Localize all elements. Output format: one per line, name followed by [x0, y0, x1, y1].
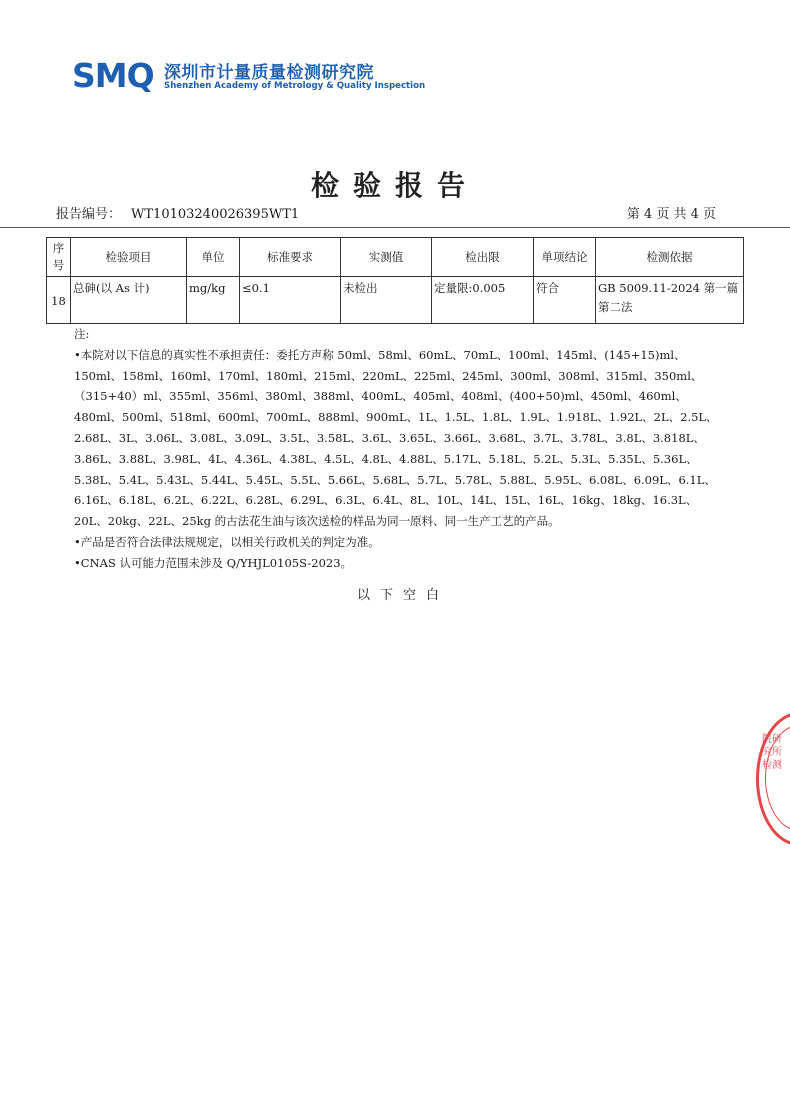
cell-method: GB 5009.11-2024 第一篇 第二法 [596, 277, 744, 324]
col-header-limit: 检出限 [432, 238, 534, 277]
notes-label: 注: [74, 327, 90, 341]
report-title: 检验报告 [310, 169, 479, 202]
official-seal [756, 712, 790, 846]
cell-limit: 定量限:0.005 [432, 277, 534, 324]
header-divider [0, 227, 790, 228]
note-disclaimer: •本院对以下信息的真实性不承担责任：委托方声称 50ml、58ml、60mL、70mL、100ml、145ml、(145+15)ml、150ml、158ml、160ml、170ml、180ml、215ml、220mL、225ml、245ml、300ml、308ml、315ml、350ml、（315+40）ml、355ml、356ml、380ml、388ml、400mL、405ml、408ml、(400+50)ml、450ml、460ml、480ml、500ml、518ml、600ml、700mL、888ml、900mL、1L、1.5L、1.8L、1.9L、1.918L、1.92L、2L、2.5L、2.68L、3L、3.06L、3.08L、3.09L、3.5L、3.58L、3.6L、3.65L、3.66L、3.68L、3.7L、3.78L、3.8L、3.818L、3.86L、3.88L、3.98L、4L、4.36L、4.38L、4.5L、4.8L、4.88L、5.17L、5.18L、5.2L、5.3L、5.35L、5.36L、5.38L、5.4L、5.43L、5.44L、5.45L、5.5L、5.66L、5.68L、5.7L、5.78L、5.88L、5.95L、6.08L、6.09L、6.1L、6.16L、6.18L、6.2L、6.22L、6.28L、6.29L、6.3L、6.4L、8L、10L、14L、15L、16L、16kg、18kg、16.3L、20L、20kg、22L、25kg 的古法花生油与该次送检的样品为同一原料、同一生产工艺的产品。 [74, 347, 718, 529]
col-header-item: 检验项目 [71, 238, 187, 277]
col-header-standard: 标准要求 [240, 238, 341, 277]
cell-measured: 未检出 [341, 277, 432, 324]
col-header-unit: 单位 [187, 238, 240, 277]
seal-text: 院研究所检测 [762, 734, 782, 771]
cell-unit: mg/kg [187, 277, 240, 324]
table-row [47, 277, 744, 324]
report-number [56, 203, 299, 222]
cell-no: 18 [47, 277, 71, 324]
cell-item: 总砷(以 As 计) [71, 277, 187, 324]
report-number-label: 报告编号： [56, 207, 122, 222]
notes-section [74, 324, 722, 606]
note-compliance: •产品是否符合法律法规规定，以相关行政机关的判定为准。 [74, 534, 380, 549]
org-logo [72, 56, 426, 98]
blank-marker: 以下空白 [356, 587, 449, 603]
table-header-row [47, 238, 744, 277]
results-table [46, 237, 744, 324]
org-name-cn: 深圳市计量质量检测研究院 [164, 63, 374, 83]
note-cnas: •CNAS 认可能力范围未涉及 Q/YHJL0105S-2023。 [74, 555, 353, 570]
col-header-no: 序号 [47, 238, 71, 277]
cell-standard: ≤0.1 [240, 277, 341, 324]
report-number-value: WT10103240026395WT1 [131, 207, 300, 222]
logo-mark: SMQ [72, 56, 154, 95]
col-header-conclusion: 单项结论 [534, 238, 596, 277]
col-header-measured: 实测值 [341, 238, 432, 277]
page-indicator: 第 4 页 共 4 页 [626, 207, 716, 222]
cell-conclusion: 符合 [534, 277, 596, 324]
org-name-en: Shenzhen Academy of Metrology & Quality Inspection [164, 81, 426, 91]
col-header-method: 检测依据 [596, 238, 744, 277]
